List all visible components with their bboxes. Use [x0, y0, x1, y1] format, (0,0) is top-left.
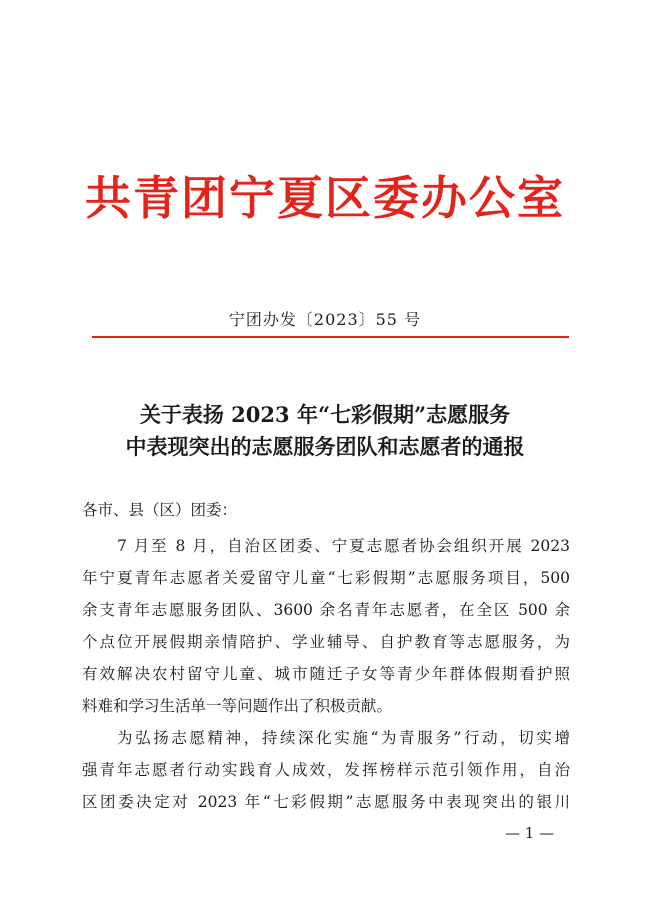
- notice-title-line-2: 中表现突出的志愿服务团队和志愿者的通报: [125, 434, 525, 459]
- page-number: — 1 —: [505, 824, 555, 842]
- notice-title-line-1: 关于表扬 2023 年“七彩假期”志愿服务: [139, 402, 511, 427]
- paragraph-line: 个点位开展假期亲情陪护、学业辅导、自护教育等志愿服务，为: [82, 633, 570, 651]
- salutation: 各市、县（区）团委：: [82, 501, 238, 519]
- paragraph-line: 余支青年志愿服务团队、3600 余名青年志愿者，在全区 500 余: [82, 601, 570, 619]
- paragraph-line: 区团委决定对 2023 年“七彩假期”志愿服务中表现突出的银川: [82, 793, 570, 811]
- document-number: 宁团办发〔2023〕55 号: [228, 310, 422, 329]
- red-separator-line: [92, 336, 569, 338]
- paragraph-line: 7 月至 8 月，自治区团委、宁夏志愿者协会组织开展 2023: [117, 537, 570, 555]
- paragraph-line: 有效解决农村留守儿童、城市随迁子女等青少年群体假期看护照: [82, 665, 570, 683]
- issuing-organization-title: 共青团宁夏区委办公室: [85, 171, 565, 225]
- paragraph-line: 料难和学习生活单一等问题作出了积极贡献。: [82, 697, 393, 715]
- paragraph-line: 为弘扬志愿精神，持续深化实施“为青服务”行动，切实增: [117, 729, 570, 747]
- paragraph-line: 强青年志愿者行动实践育人成效，发挥榜样示范引领作用，自治: [82, 761, 570, 779]
- paragraph-line: 年宁夏青年志愿者关爱留守儿童“七彩假期”志愿服务项目，500: [82, 569, 570, 587]
